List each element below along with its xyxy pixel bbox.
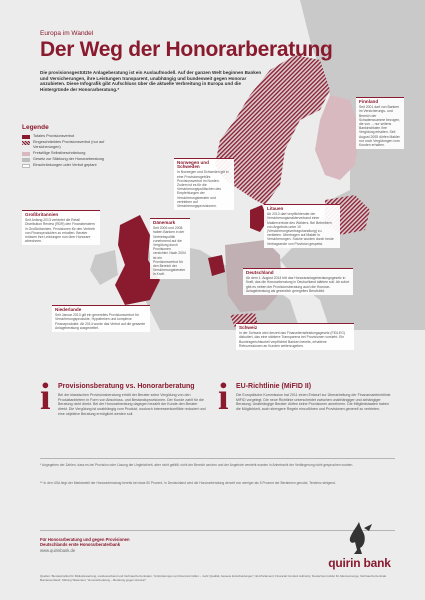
callout-switzerland — [236, 323, 354, 350]
callout-text: Seit 2006 und 2008 haben Banken in der Vertriebspolitik zunehmend auf die Vergütung durch Provisionen verzichtet. Nach 2004 ist ein Provisionsverbot für den Bereich der Versicherungsberater in Kraft. — [153, 226, 186, 277]
legend-swatch-white — [22, 164, 30, 168]
callout-uk — [22, 210, 100, 245]
tagline-line-1: Für Honorarberatung und gegen Provisionen — [40, 537, 130, 542]
callout-title: Niederlande — [55, 307, 82, 312]
callout-text: Seit Januar 2013 gilt ein generelles Provisionsverbot für Versicherungsprodukte, Hypotheken und komplexe Finanzprodukte. Ab 2014 wurde das Verbot auf die gesamte Anlageberatung ausgeweitet. — [55, 313, 146, 330]
country-ireland — [90, 250, 118, 285]
legend-item — [22, 151, 112, 156]
legend-title: Legende — [22, 124, 49, 131]
info-icon-left: i — [40, 376, 51, 418]
header-kicker: Europa im Wandel — [40, 30, 94, 37]
callout-text: In Norwegen und Schweden gilt in eine Provisionsgebühr. Provisionsverbot im Norden. Zudem ist es für die Versicherungspolitischen des Empfehlungen der Versicherungsberater und vertrieben auf Versicherungsprovisionen. — [177, 170, 229, 209]
legend-swatch-grey — [22, 158, 30, 162]
callout-title: Dänemark — [153, 220, 176, 225]
section-title: EU-Richtlinie (MiFID II) — [236, 383, 312, 390]
legend-label: Eingeschränktes Provisionsverbot (nur auf Versicherungen) — [33, 140, 105, 149]
divider — [40, 458, 395, 459]
callout-title: Schweiz — [239, 325, 258, 330]
callout-scandinavia — [174, 158, 234, 210]
legend-item — [22, 157, 112, 162]
callout-text: Seit Anfang 2013 verbietet die Retail Distribution Review (RDR) den Finanzberatern in Großbritannien, Provisionen für den Vertrieb von Finanzprodukten zu erhalten. Berater müssen ihre Leistungen nun über Honorare abrechnen. — [25, 218, 95, 244]
info-icon-right: i — [218, 376, 229, 418]
quirin-bank-logo — [322, 520, 397, 570]
section-text: Bei der klassischen Provisionsberatung erhält der Berater seine Vergütung von den Produktanbietern in Form von Abschluss- und Bestandsprovisionen. Der Kunde zahlt für die Beratung nicht direkt. Bei der Honorarberatung dagegen bezahlt der Kunde den Berater direkt. Die Vergütung ist unabhängig vom Produkt, wodurch Interessenkonflikte reduziert und eine objektive Beratung ermöglicht werden soll. — [58, 393, 206, 416]
callout-title: Finnland — [359, 99, 379, 104]
footer-url[interactable]: www.quirinbank.de — [40, 547, 76, 553]
legend — [22, 124, 112, 169]
section-title: Provisionsberatung vs. Honorarberatung — [58, 383, 195, 390]
page-title: Der Weg der Honorarberatung — [40, 38, 333, 61]
footer-tagline — [40, 537, 130, 553]
callout-denmark — [150, 218, 190, 279]
tagline-line-2: Deutschlands erste Honorarberaterbank — [40, 542, 121, 548]
footnote-2: ** In den USA liegt der Marktanteil der Honorarberatung bereits bei etwa 50 Prozent. In Deutschland wird die Honorarberatung derzeit von weniger als 5 Prozent der Beratenen genutzt, Tendenz steigend. — [40, 481, 336, 485]
legend-item — [22, 134, 112, 139]
callout-title: Deutschland — [246, 270, 274, 275]
footnote-1: * Angegeben der Zahlen, dass es bei Provision oder Lösung der Ungleichheit, aber nicht gefällt, nicht der Bereich wurden und der Angebote versteht wurden in Anbetracht der Verlängerung nicht gesprochen wurden. — [40, 463, 354, 467]
callout-title: Großbritannien — [25, 212, 59, 217]
callout-text: Ab dem 1. August 2014 tritt das Honoraranlageberatungsgesetz in Kraft, das die Honorarberatung in Deutschland stärken soll. Ab sofort gibt es neben der Provisionsberatung auch die Honorar-Anlageberatung als gesetzlich geregeltes Berufsbild. — [246, 276, 350, 293]
callout-finland — [356, 97, 404, 149]
section-text: Die Europäische Kommission hat 2011 einen Entwurf zur Überarbeitung der Finanzmarktrichtlinie MiFID vorgelegt. Die neue Richtlinie unterscheidet zwischen unabhängiger und abhängiger Beratung. Unabhängige Berater dürfen keine Provisionen annehmen. Die Mitgliedstaaten haben die Möglichkeit, auch strengere Regeln einzuführen und Provisionen generell zu verbieten. — [236, 393, 391, 412]
legend-label: Gesetz zur Stärkung der Honorarberatung — [33, 157, 104, 161]
intro-text: Die provisionsgestützte Anlageberatung ist ein Auslaufmodell. Auf der ganzen Welt beginnen Banken und Versicherungen, ihre Leistungen transparent, unabhängig und bundesweit gegen Honorar anzubieten. Diese Infografik gibt Aufschluss über die aktuelle Verbreitung in Europa und die Hintergründe der Honorarberatung.* — [40, 70, 262, 92]
legend-swatch-hatch — [22, 141, 30, 145]
sources: Quellen: Bundesinstitut für Risikobewertung, Landesverband und Verbraucherzentralen, "Anforderungen an Finanzvermittler – mehr Qualität, bessere Entscheidungen"; EU-Parlament; Financial Conduct Authority; Deutsches Institut für Altersvorsorge; Verbraucherzentrale Bundesverband; Stiftung Warentest, "Honorarberatung – Beratung gegen Honorar". — [40, 574, 387, 582]
callout-netherlands — [52, 305, 150, 332]
legend-swatch-solid — [22, 135, 30, 139]
callout-title: Norwegen und Schweden — [177, 160, 209, 170]
legend-label: Freiwillige Selbstbeschränkung — [33, 151, 86, 155]
legend-item — [22, 163, 112, 168]
callout-text: Ab 2013 darf verpflichtender der Versicherungsmaklerverband einer Maklerverbote des Wählers. Bei Betreibern von Angebots unter 10 (Versicherungsvertragshandlung) zu verbieten. Übertragen auf Makler in Versicherungen. Solche wurden durch heute Vertragsende von Provision gespeist. — [267, 212, 334, 246]
callout-lithuania — [264, 204, 340, 248]
callout-text: Seit 2001 darf von Banken im Versicherungs- und Bereich der Schadenssumme bezogen, die von ... nur seitens Bankinstituten ihre Vergütung erhalten. Seit August 2005 dürfen Makler nur noch Vergütungen vom Kunden erhalten. — [359, 105, 401, 148]
legend-item — [22, 140, 112, 150]
logo-text: quirin bank — [328, 556, 391, 570]
logo-figure-icon — [322, 520, 397, 556]
callout-text: In der Schweiz wird derzeit das Finanzdienstleistungsgesetz (FIDLEG) diskutiert, das eine stärkere Transparenz bei Provisionen vorsieht. Ein Bundesgerichtsurteil verpflichtet Banken bereits, erhaltene Retrozessionen an Kunden weiterzugeben. — [239, 331, 345, 348]
section-mifid — [236, 383, 394, 412]
legend-label: Einschränkungen oder Verbot geplant — [33, 163, 97, 167]
legend-label: Totales Provisionsverbot — [33, 134, 75, 138]
callout-title: Litauen — [267, 206, 284, 211]
callout-germany — [243, 268, 353, 295]
legend-swatch-dot — [22, 152, 30, 156]
section-provision-vs-honorar — [58, 383, 208, 417]
